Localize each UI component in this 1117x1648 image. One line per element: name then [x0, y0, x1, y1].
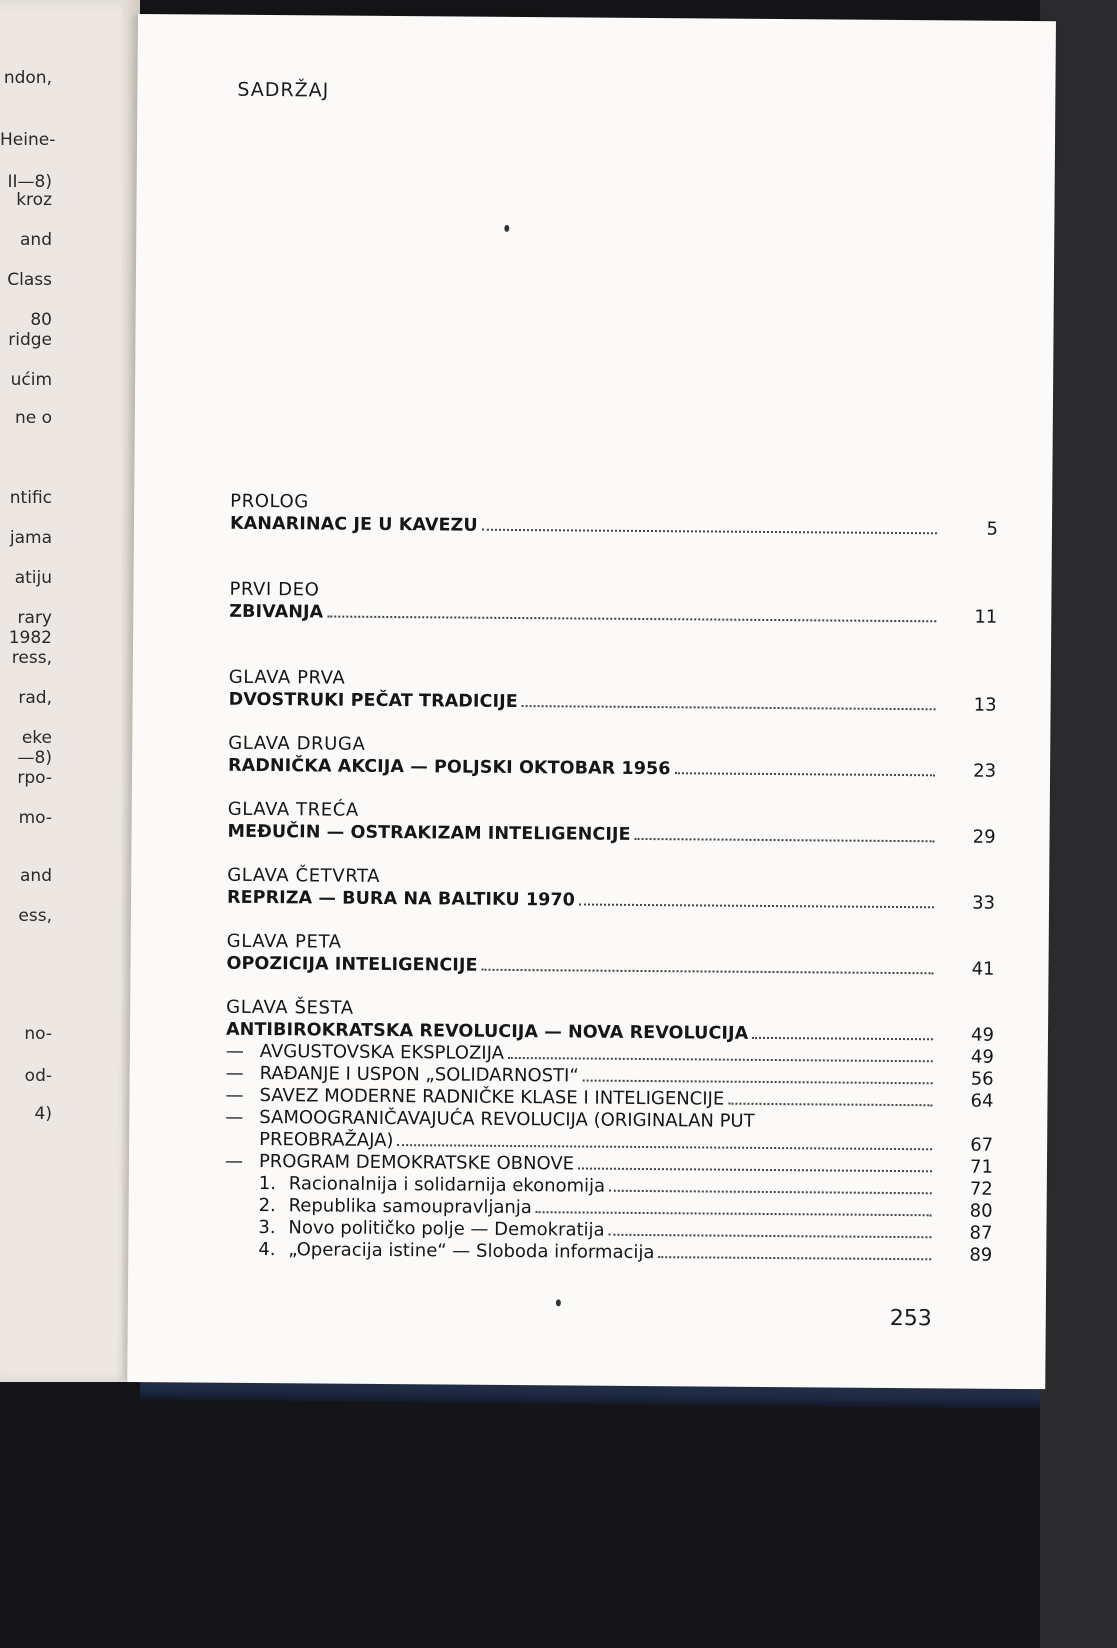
dot-leader [579, 903, 934, 908]
left-fragment: —8) [17, 748, 52, 768]
toc-item[interactable] [224, 1238, 993, 1267]
toc-entry[interactable] [226, 887, 996, 915]
entry-dash: — [225, 1106, 244, 1128]
toc-section [227, 798, 996, 849]
entry-title: OPOZICIJA INTELIGENCIJE [226, 953, 478, 976]
toc-section [228, 732, 997, 783]
entry-title: ZBIVANJA [229, 601, 324, 623]
entry-title: REPRIZA — BURA NA BALTIKU 1970 [226, 887, 576, 911]
page-number: 49 [971, 1024, 995, 1046]
dot-leader [482, 529, 937, 535]
toc-entry[interactable] [229, 601, 998, 629]
dot-leader [508, 1057, 933, 1062]
toc-entry[interactable] [229, 513, 999, 541]
entry-title: SAVEZ MODERNE RADNIČKE KLASE I INTELIGENCIJE [259, 1084, 725, 1110]
left-fragment: atiju [14, 568, 52, 588]
entry-title: PREOBRAŽAJA) [259, 1128, 394, 1152]
dot-leader [327, 616, 936, 623]
left-fragment: Class [7, 270, 52, 290]
page-number: 23 [973, 760, 997, 782]
left-fragment: Heine- [0, 130, 56, 150]
toc-entry[interactable] [228, 755, 997, 783]
section-label: PRVI DEO [229, 578, 320, 601]
entry-title: Republika samoupravljanja [288, 1195, 532, 1219]
left-fragment: II—8) [7, 172, 52, 192]
section-label: GLAVA PETA [226, 930, 342, 953]
page-number: 56 [970, 1068, 994, 1090]
dot-leader [578, 1167, 932, 1172]
left-page [0, 0, 140, 1382]
section-label: GLAVA ŠESTA [226, 996, 354, 1019]
ink-speck [556, 1299, 561, 1306]
entry-dash: — [225, 1040, 244, 1062]
left-fragment: ndon, [3, 68, 52, 88]
item-number: 2. [258, 1194, 276, 1217]
left-fragment: rary [17, 608, 52, 628]
page-number: 5 [986, 518, 999, 540]
dot-leader [609, 1234, 932, 1239]
section-label: GLAVA TREĆA [227, 798, 359, 821]
item-number: 1. [258, 1172, 277, 1195]
toc-entry[interactable] [228, 689, 997, 717]
entry-title: Novo političko polje — Demokratija [288, 1217, 605, 1241]
left-fragment: kroz [16, 190, 52, 210]
page-number: 13 [973, 694, 997, 716]
dot-leader [522, 705, 936, 710]
entry-title: AVGUSTOVSKA EKSPLOZIJA [259, 1040, 505, 1064]
page-number: 71 [969, 1156, 994, 1178]
left-fragment: eke [21, 728, 52, 748]
dot-leader [658, 1256, 931, 1260]
page-number: 87 [969, 1222, 993, 1244]
toc-entry[interactable] [226, 953, 995, 981]
toc-section [229, 578, 998, 629]
toc-section [224, 996, 995, 1267]
section-label: GLAVA PRVA [228, 666, 346, 689]
left-fragment: ess, [18, 906, 52, 926]
page-number: 49 [970, 1046, 994, 1068]
page-number: 72 [969, 1178, 993, 1200]
dot-leader [752, 1037, 933, 1040]
left-fragment: 1982 [8, 628, 52, 648]
page-number: 11 [974, 606, 998, 628]
left-fragment: ne o [14, 408, 52, 428]
left-fragment: 4) [34, 1104, 52, 1124]
page-number: 64 [970, 1090, 994, 1112]
dot-leader [609, 1190, 932, 1195]
toc-entry[interactable] [227, 821, 996, 849]
entry-title: DVOSTRUKI PEČAT TRADICIJE [228, 689, 518, 713]
toc-section [229, 490, 999, 541]
dot-leader [536, 1211, 932, 1216]
toc-section [226, 930, 995, 981]
dot-leader [482, 969, 934, 975]
item-number: 4. [258, 1238, 276, 1261]
dot-leader [583, 1080, 933, 1085]
entry-title: SAMOOGRANIČAVAJUĆA REVOLUCIJA (ORIGINALAN PUT [259, 1106, 755, 1132]
page-number: 89 [969, 1244, 993, 1266]
left-fragment: mo- [18, 808, 52, 828]
entry-dash: — [224, 1150, 244, 1172]
page-number: 80 [969, 1200, 993, 1222]
dot-leader [397, 1144, 932, 1150]
toc-section [226, 864, 996, 915]
left-fragment: rad, [18, 688, 52, 708]
section-label: PROLOG [230, 490, 309, 513]
contents-page [127, 14, 1056, 1389]
entry-dash: — [225, 1084, 244, 1106]
dot-leader [675, 772, 936, 776]
entry-title: ANTIBIROKRATSKA REVOLUCIJA — NOVA REVOLUCIJA [225, 1019, 749, 1044]
left-fragment: no- [24, 1024, 52, 1044]
entry-title: KANARINAC JE U KAVEZU [229, 513, 478, 536]
section-label: GLAVA ČETVRTA [227, 864, 381, 887]
dot-leader [635, 838, 935, 842]
left-fragment: od- [24, 1066, 52, 1086]
left-fragment: jama [9, 528, 52, 548]
left-fragment: ntific [9, 488, 52, 508]
entry-title: Racionalnija i solidarnija ekonomija [288, 1173, 606, 1197]
left-fragment: and [20, 866, 52, 886]
page-title: SADRŽAJ [237, 78, 330, 102]
ink-speck [504, 225, 509, 232]
section-label: GLAVA DRUGA [228, 732, 366, 755]
page-number: 67 [970, 1134, 994, 1156]
item-number: 3. [258, 1216, 276, 1239]
toc-section [228, 666, 997, 717]
dot-leader [728, 1103, 932, 1107]
left-fragment: rpo- [17, 768, 52, 788]
page-number: 41 [971, 958, 995, 980]
left-fragment: 80 [30, 310, 52, 330]
entry-title: RADNIČKA AKCIJA — POLJSKI OKTOBAR 1956 [228, 755, 671, 780]
left-fragment: ridge [8, 330, 52, 350]
left-fragment: and [20, 230, 52, 250]
entry-title: „Operacija istine“ — Sloboda informacija [288, 1239, 655, 1264]
entry-title: PROGRAM DEMOKRATSKE OBNOVE [258, 1150, 575, 1175]
entry-title: MEĐUČIN — OSTRAKIZAM INTELIGENCIJE [227, 821, 631, 845]
left-fragment: ućim [10, 370, 52, 390]
left-fragment: ress, [11, 648, 52, 668]
page-folio: 253 [889, 1305, 932, 1332]
page-number: 33 [972, 892, 996, 914]
entry-dash: — [225, 1062, 244, 1084]
page-number: 29 [972, 826, 996, 848]
entry-title: RAĐANJE I USPON „SOLIDARNOSTI“ [259, 1062, 579, 1087]
